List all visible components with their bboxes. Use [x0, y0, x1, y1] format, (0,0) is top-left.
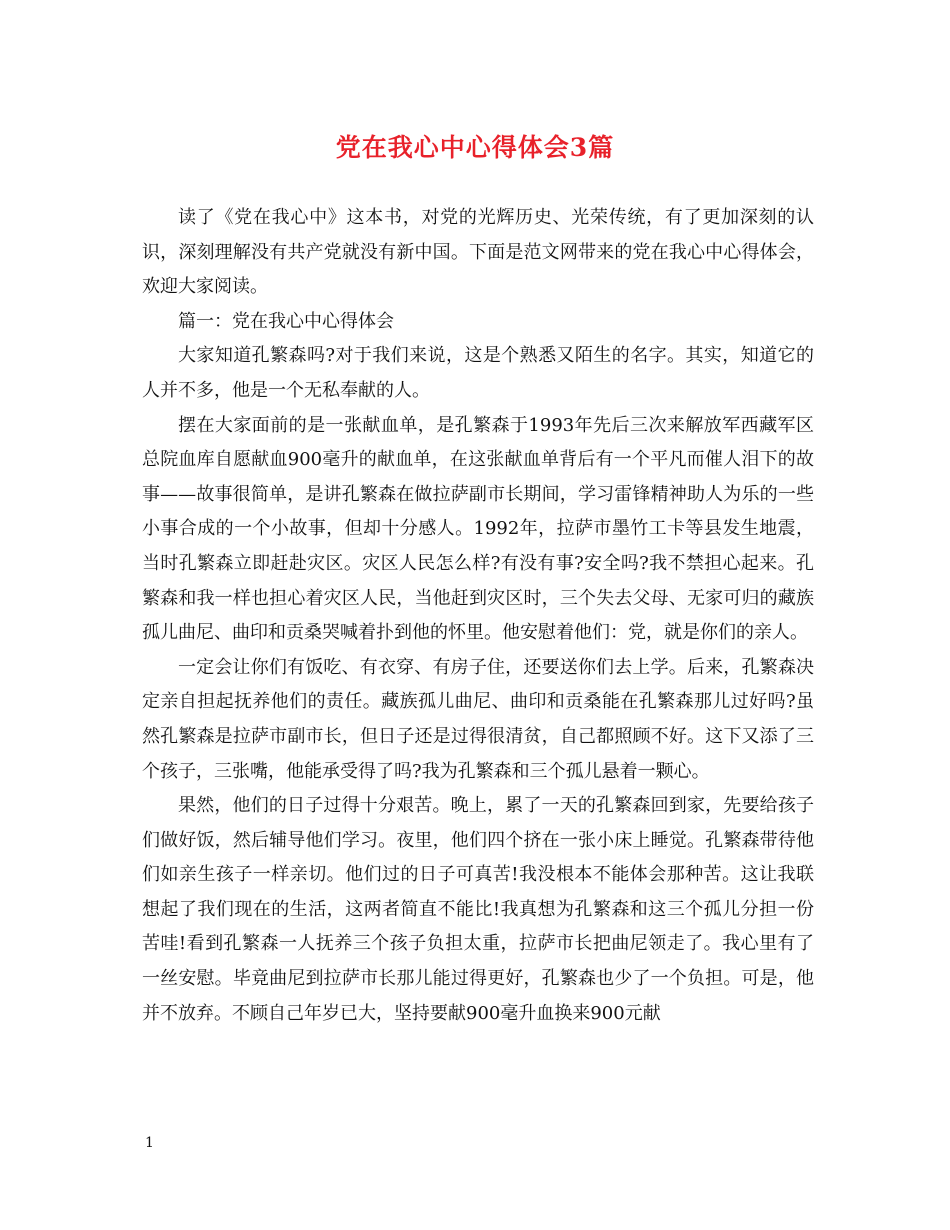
document-body [142, 201, 814, 1031]
page-number: 1 [145, 1135, 154, 1151]
paragraph: 一定会让你们有饭吃、有衣穿、有房子住，还要送你们去上学。后来，孔繁森决定亲自担起抚养他们的责任。藏族孤儿曲尼、曲印和贡桑能在孔繁森那儿过好吗?虽然孔繁森是拉萨市副市长，但日子还是过得很清贫，自己都照顾不好。这下又添了三个孩子，三张嘴，他能承受得了吗?我为孔繁森和三个孤儿悬着一颗心。 [142, 656, 814, 782]
paragraph-intro: 读了《党在我心中》这本书，对党的光辉历史、光荣传统，有了更加深刻的认识，深刻理解没有共产党就没有新中国。下面是范文网带来的党在我心中心得体会，欢迎大家阅读。 [142, 207, 814, 298]
paragraph: 大家知道孔繁森吗?对于我们来说，这是个熟悉又陌生的名字。其实，知道它的人并不多，他是一个无私奉献的人。 [142, 345, 814, 401]
paragraph-section-heading: 篇一：党在我心中心得体会 [178, 310, 394, 332]
document-title: 党在我心中心得体会3篇 [335, 133, 615, 162]
paragraph: 摆在大家面前的是一张献血单，是孔繁森于1993年先后三次来解放军西藏军区总院血库自愿献血900毫升的献血单，在这张献血单背后有一个平凡而催人泪下的故事——故事很简单，是讲孔繁森在做拉萨副市长期间，学习雷锋精神助人为乐的一些小事合成的一个小故事，但却十分感人。1992年，拉萨市墨竹工卡等县发生地震，当时孔繁森立即赶赴灾区。灾区人民怎么样?有没有事?安全吗?我不禁担心起来。孔繁森和我一样也担心着灾区人民，当他赶到灾区时，三个失去父母、无家可归的藏族孤儿曲尼、曲印和贡桑哭喊着扑到他的怀里。他安慰着他们：党，就是你们的亲人。 [142, 414, 814, 644]
paragraph: 果然，他们的日子过得十分艰苦。晚上，累了一天的孔繁森回到家，先要给孩子们做好饭，然后辅导他们学习。夜里，他们四个挤在一张小床上睡觉。孔繁森带待他们如亲生孩子一样亲切。他们过的日子可真苦!我没根本不能体会那种苦。这让我联想起了我们现在的生活，这两者简直不能比!我真想为孔繁森和这三个孤儿分担一份苦哇!看到孔繁森一人抚养三个孩子负担太重，拉萨市长把曲尼领走了。我心里有了一丝安慰。毕竟曲尼到拉萨市长那儿能过得更好，孔繁森也少了一个负担。可是，他并不放弃。不顾自己年岁已大，坚持要献900毫升血换来900元献 [142, 795, 814, 1024]
